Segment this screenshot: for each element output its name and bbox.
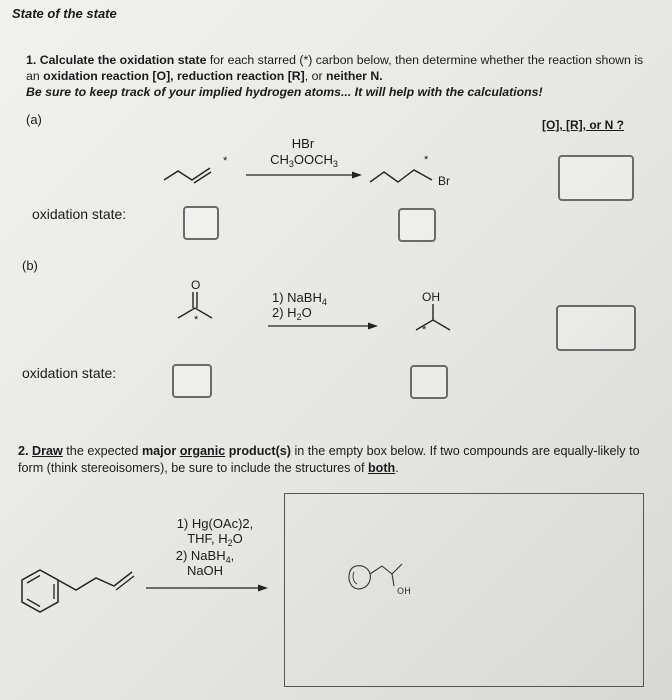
q2-answer-box[interactable] <box>284 493 644 687</box>
oxidation-state-label-a: oxidation state: <box>32 206 127 222</box>
reaction-arrow-a <box>246 170 362 180</box>
handwritten-oh-label: OH <box>397 587 411 597</box>
q1-text-2: , or <box>304 69 326 83</box>
handwritten-product-sketch <box>344 556 424 596</box>
alcohol-product-b <box>414 304 454 344</box>
q2-reagent-4: NaOH <box>186 563 224 578</box>
answer-box-b-reactant-ox[interactable] <box>172 364 212 398</box>
q1-number: 1. <box>26 53 37 67</box>
question-2-text <box>18 443 658 477</box>
q2-reagent-1: 1) Hg(OAc)2, <box>176 516 254 531</box>
q1-bold-1: Calculate the oxidation state <box>39 53 207 67</box>
q2-organic: organic <box>179 444 226 458</box>
answer-box-a-product-ox[interactable] <box>398 208 436 242</box>
part-a-label: (a) <box>26 112 42 127</box>
star-a-reactant: * <box>223 155 228 167</box>
answer-box-a-reactant-ox[interactable] <box>183 206 219 240</box>
q2-end: . <box>395 461 399 475</box>
part-b-label: (b) <box>22 258 38 273</box>
worksheet-title: State of the state <box>12 6 117 21</box>
q2-reagent-3: 2) NaBH$_4$, <box>175 548 235 565</box>
bromine-label: Br <box>438 174 450 188</box>
answer-box-b-type[interactable] <box>556 305 636 351</box>
q1-bold-3: neither N. <box>325 69 383 83</box>
q2-both: both <box>367 461 396 475</box>
oxidation-state-label-b: oxidation state: <box>22 365 117 381</box>
q2-major: major <box>141 444 177 458</box>
reagent-b-2: 2) $H_2O$ <box>272 305 312 322</box>
reagent-a-2-text: $CH_3OOCH_3$ <box>270 152 338 169</box>
star-b-product: * <box>422 324 427 336</box>
q2-number: 2. <box>18 444 29 458</box>
reagent-a-1: HBr <box>291 136 315 151</box>
allylbenzene-reactant-q2 <box>12 560 142 630</box>
q1-bold-2: oxidation reaction [O], reduction reaction [R] <box>43 69 305 83</box>
oxidation-column-header: [O], [R], or N ? <box>542 118 624 132</box>
q1-note: Be sure to keep track of your implied hydrogen atoms... It will help with the calculations! <box>26 85 543 99</box>
question-1-text <box>26 52 656 100</box>
carbonyl-oxygen-label: O <box>191 278 201 292</box>
q2-draw: Draw <box>32 444 63 458</box>
alkene-reactant-a <box>164 160 224 190</box>
q2-text-2: product(s) <box>225 444 291 458</box>
star-b-reactant: * <box>194 314 199 326</box>
reaction-arrow-q2 <box>146 583 268 593</box>
reaction-arrow-b <box>268 321 378 331</box>
hydroxyl-label-b: OH <box>422 290 440 304</box>
q2-text-1: the expected <box>62 444 142 458</box>
answer-box-b-product-ox[interactable] <box>410 365 448 399</box>
reagent-b-1: 1) NaBH$_4$ <box>272 290 327 307</box>
q1-text-1: for each starred (*) carbon below, then determine whether the reaction shown is an <box>26 53 644 83</box>
q2-text-3: in the empty box below. If two compounds are equally-likely to form (think stereoisomers), be sure to include the structures of <box>18 444 640 475</box>
q2-reagent-2: THF, $H_2O$ <box>187 531 243 548</box>
star-a-product: * <box>424 154 429 166</box>
reagent-a-2 <box>256 152 352 172</box>
answer-box-a-type[interactable] <box>558 155 634 201</box>
